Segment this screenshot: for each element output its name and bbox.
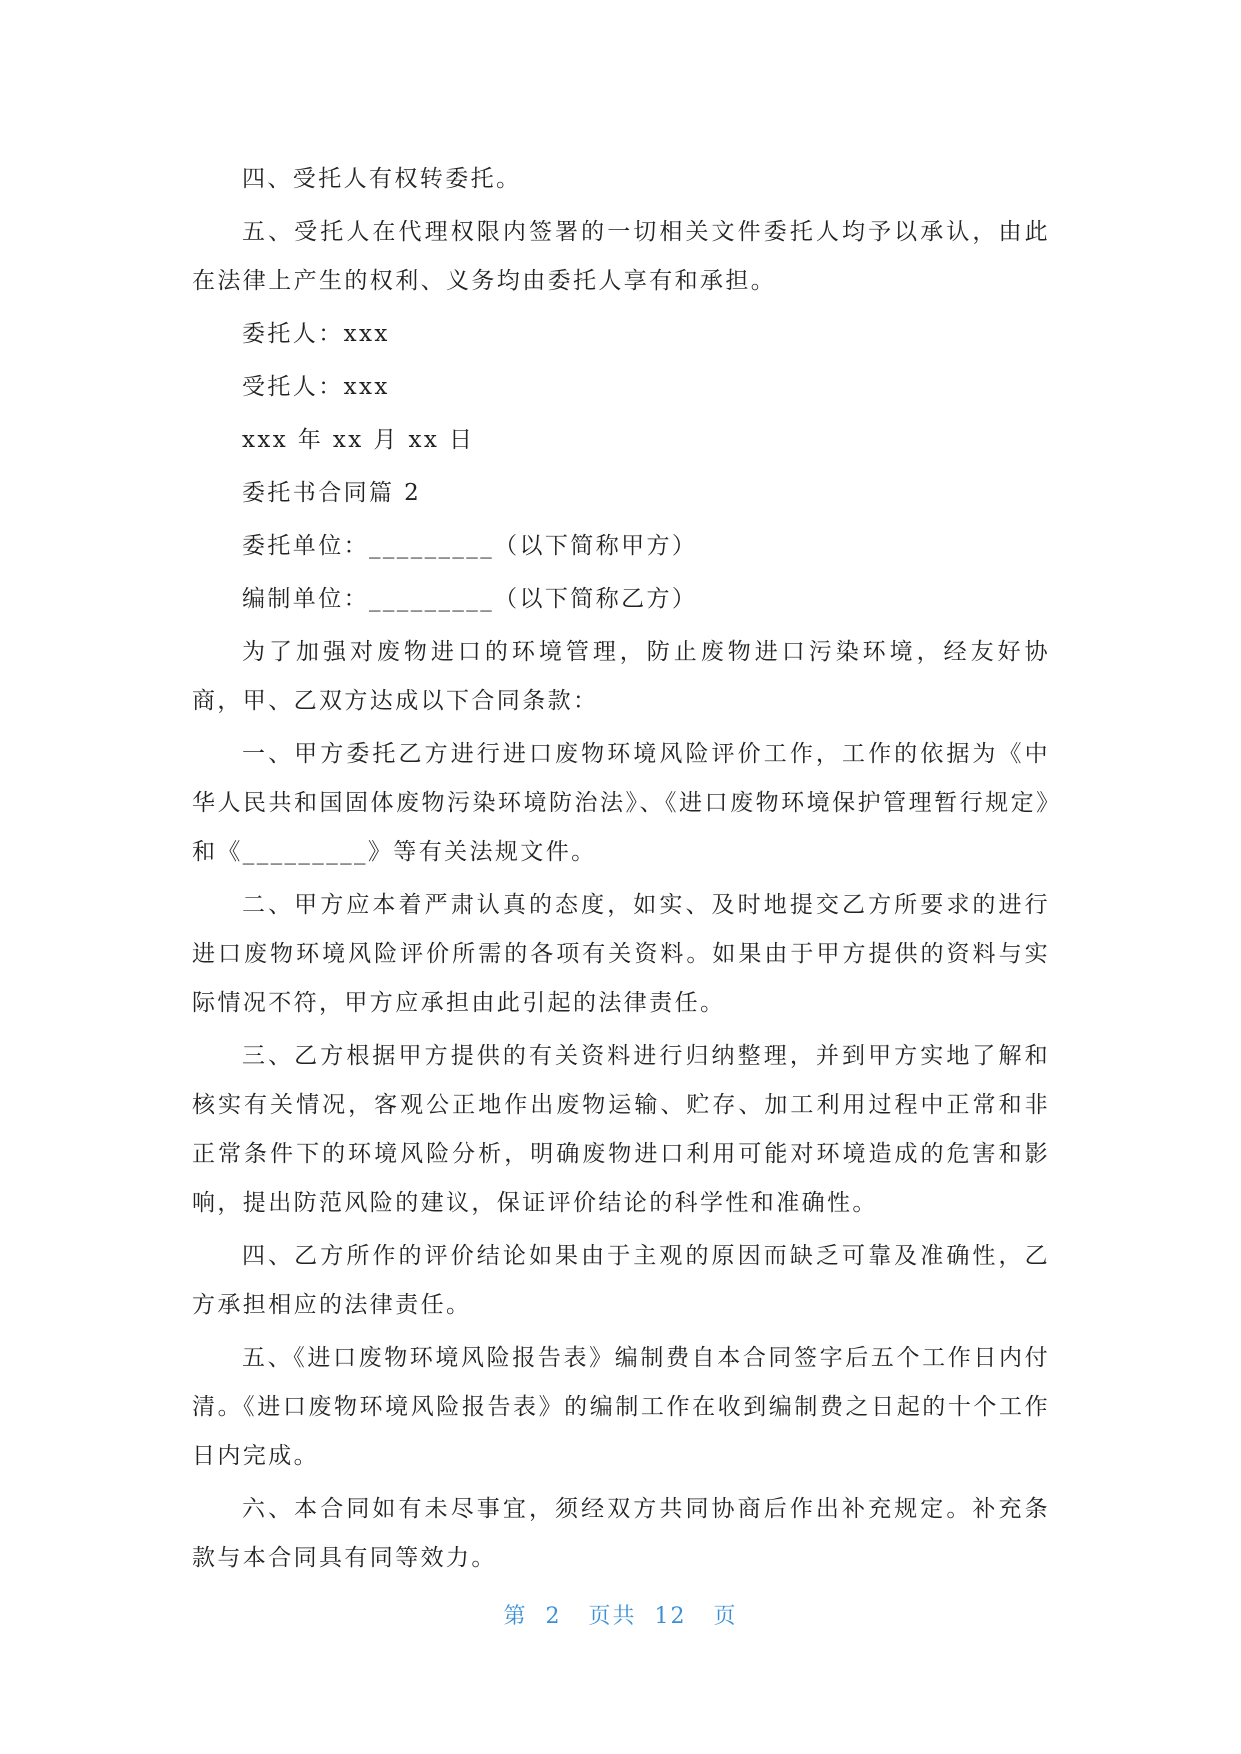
clause-1-paragraph: 一、甲方委托乙方进行进口废物环境风险评价工作，工作的依据为《中华人民共和国固体废物污染环境防治法》、《进口废物环境保护管理暂行规定》和《_________》等有关法规文件。 — [192, 741, 1050, 865]
preamble-paragraph: 为了加强对废物进口的环境管理，防止废物进口污染环境，经友好协商，甲、乙双方达成以下合同条款： — [192, 639, 1050, 714]
clause-6-paragraph: 六、本合同如有未尽事宜，须经双方共同协商后作出补充规定。补充条款与本合同具有同等效力。 — [192, 1496, 1050, 1571]
principal-signature-line: 委托人：xxx — [242, 321, 390, 347]
page-number-footer: 第 2 页共 12 页 — [503, 1604, 738, 1629]
date-line: xxx 年 xx 月 xx 日 — [242, 427, 475, 453]
clause-2-paragraph: 二、甲方应本着严肃认真的态度，如实、及时地提交乙方所要求的进行进口废物环境风险评价所需的各项有关资料。如果由于甲方提供的资料与实际情况不符，甲方应承担由此引起的法律责任。 — [192, 892, 1050, 1016]
clause-4-sub-delegation: 四、受托人有权转委托。 — [242, 166, 522, 192]
clause-3-paragraph: 三、乙方根据甲方提供的有关资料进行归纳整理，并到甲方实地了解和核实有关情况，客观公正地作出废物运输、贮存、加工利用过程中正常和非正常条件下的环境风险分析，明确废物进口利用可能对环境造成的危害和影响，提出防范风险的建议，保证评价结论的科学性和准确性。 — [192, 1043, 1050, 1216]
preparer-unit-line: 编制单位：_________（以下简称乙方） — [242, 586, 698, 612]
clause-5-paragraph: 五、《进口废物环境风险报告表》编制费自本合同签字后五个工作日内付清。《进口废物环境风险报告表》的编制工作在收到编制费之日起的十个工作日内完成。 — [192, 1345, 1050, 1469]
clause-4-paragraph: 四、乙方所作的评价结论如果由于主观的原因而缺乏可靠及准确性，乙方承担相应的法律责任。 — [192, 1243, 1050, 1318]
client-unit-line: 委托单位：_________（以下简称甲方） — [242, 533, 698, 559]
document-body — [192, 155, 1050, 1587]
agent-signature-line: 受托人：xxx — [242, 374, 390, 400]
section-heading: 委托书合同篇 2 — [242, 480, 422, 506]
clause-5-acknowledgement: 五、受托人在代理权限内签署的一切相关文件委托人均予以承认，由此在法律上产生的权利、义务均由委托人享有和承担。 — [192, 219, 1050, 294]
